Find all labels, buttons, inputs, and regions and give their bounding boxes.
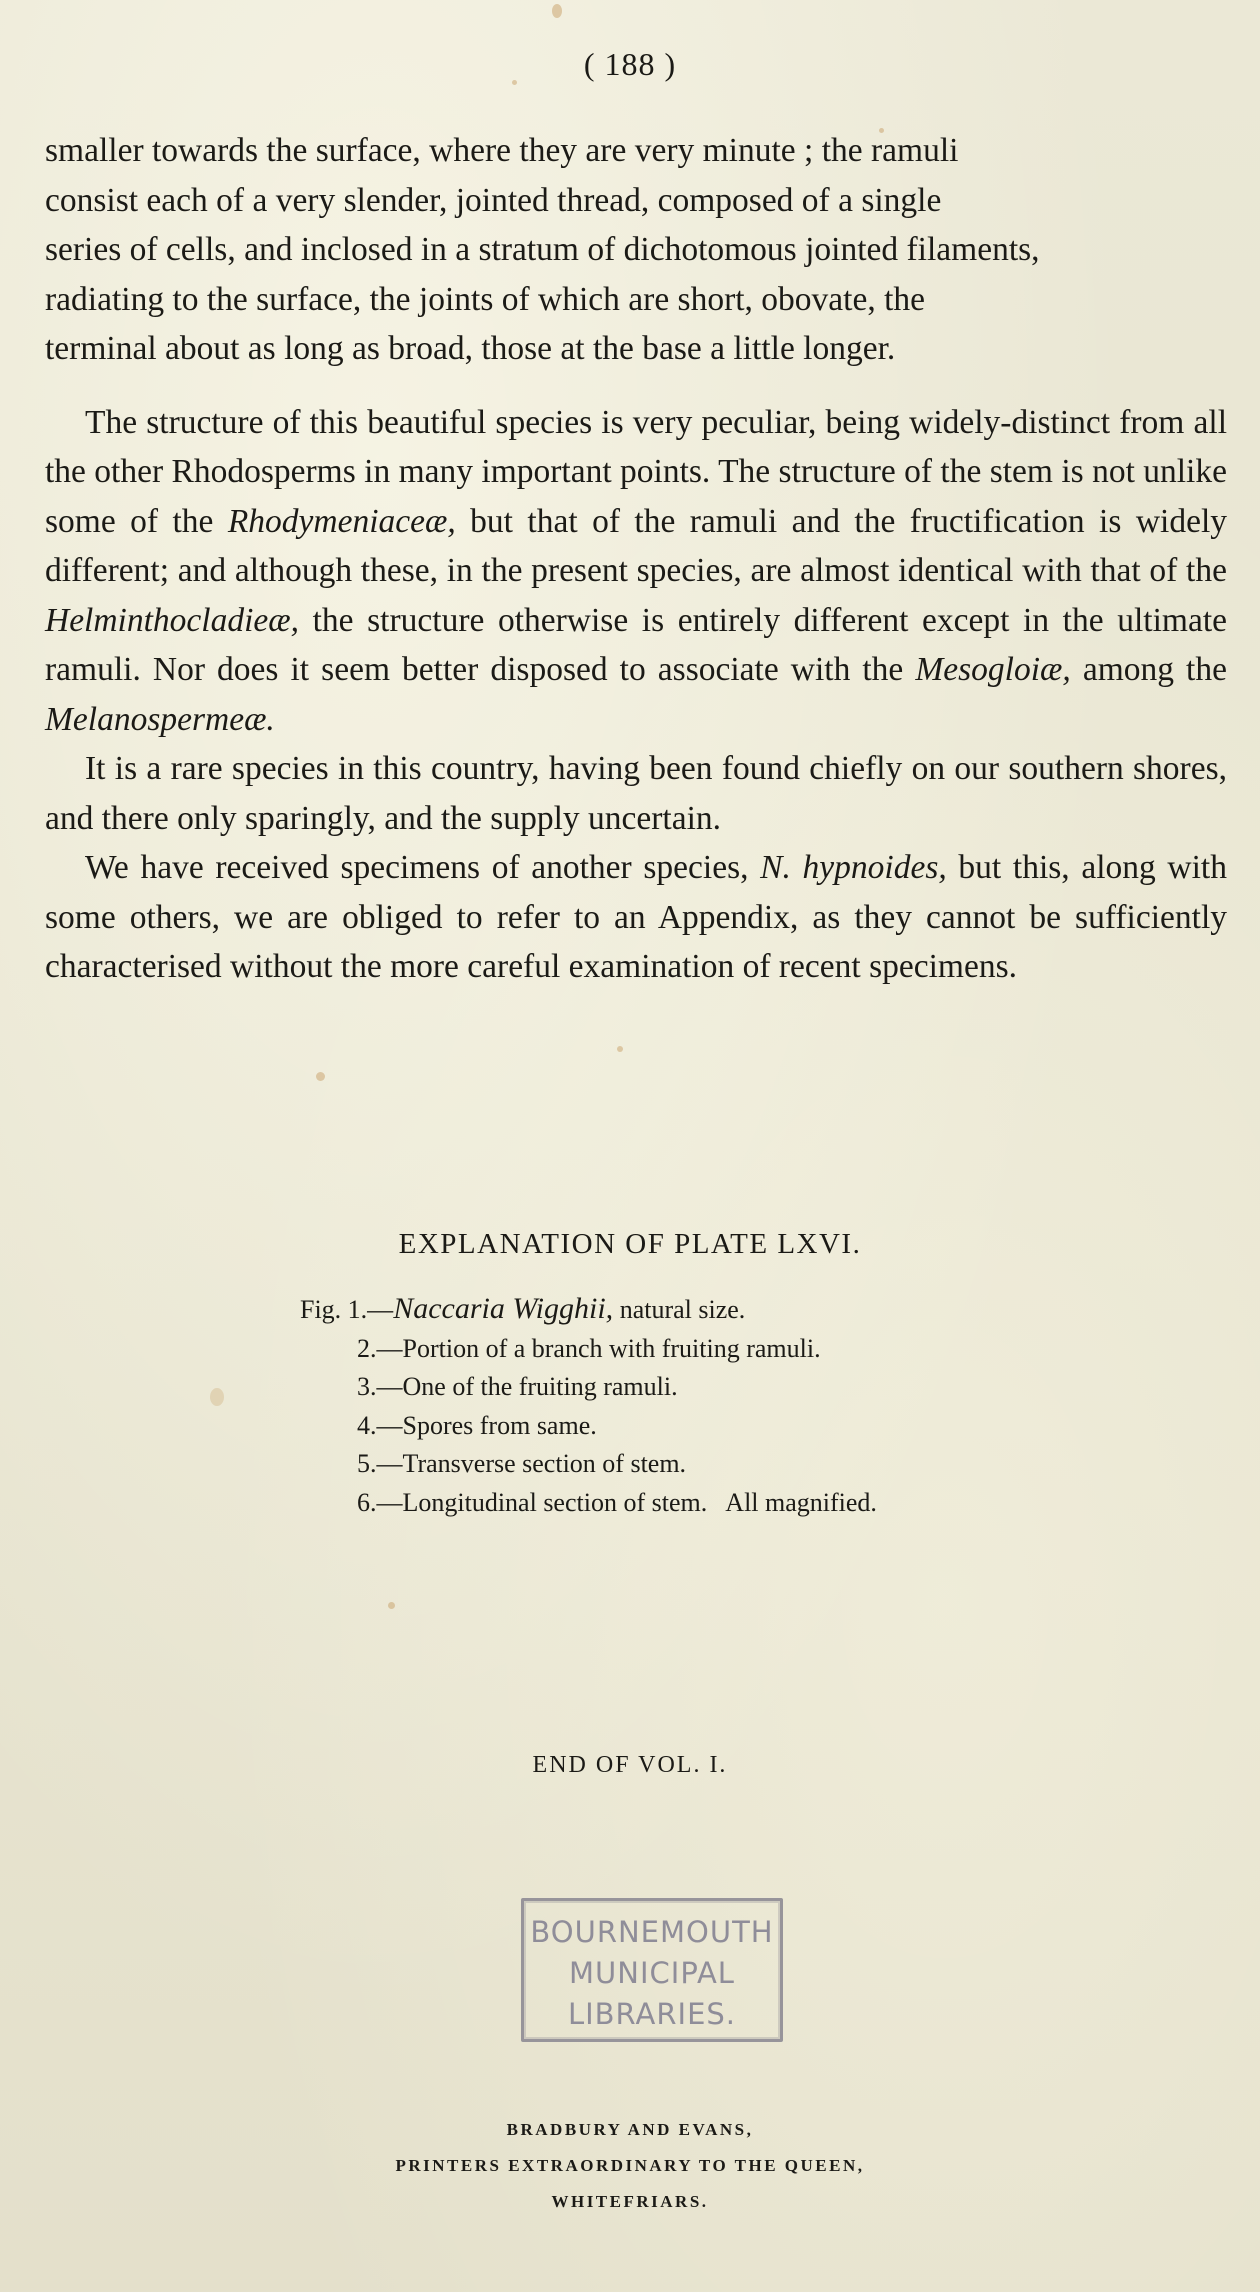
- stamp-line: LIBRARIES.: [567, 1997, 737, 2031]
- figure-item: [300, 1368, 1080, 1407]
- page-number: ( 188 ): [583, 46, 677, 82]
- foxing-spot: [316, 1072, 325, 1081]
- figure-caption: 5.—Transverse section of stem.: [357, 1449, 687, 1478]
- printer-imprint-line: PRINTERS EXTRAORDINARY TO THE QUEEN,: [395, 2156, 865, 2175]
- taxon-name: N. hypnoides,: [760, 849, 947, 886]
- paragraph-2: [45, 398, 1227, 745]
- species-name: Naccaria Wigghii,: [393, 1292, 614, 1325]
- figure-prefix: Fig. 1.—: [300, 1295, 394, 1324]
- foxing-spot: [388, 1602, 395, 1609]
- figure-item: [300, 1484, 1080, 1523]
- text-line: series of cells, and inclosed in a stratum of dichotomous jointed filaments,: [45, 231, 1040, 268]
- printer-imprint-line: WHITEFRIARS.: [551, 2192, 709, 2211]
- taxon-name: Helminthocladieæ,: [45, 601, 299, 639]
- stamp-line: BOURNEMOUTH: [530, 1915, 774, 1949]
- text-line: radiating to the surface, the joints of which are short, obovate, the: [45, 280, 926, 318]
- text-run: among the: [1070, 651, 1227, 688]
- figure-item: [300, 1445, 1080, 1484]
- figure-item: [300, 1290, 1080, 1330]
- figure-list: [300, 1290, 1080, 1522]
- text-run: but that of the ramuli and the fructification is widely different; and although these, in the present species, are almost identical with that of the: [45, 502, 1228, 589]
- taxon-name: Rhodymeniaceæ,: [227, 502, 456, 540]
- text-run: The structure of this beautiful species is very peculiar, being widely-distinct from all the other Rhodosperms in many important points. The structure of the stem is not unlike some of the: [45, 403, 1227, 540]
- paragraph-3: It is a rare species in this country, having been found chiefly on our southern shores, and there only sparingly, and the supply uncertain.: [45, 750, 1227, 837]
- text-run: We have received specimens of another species,: [85, 849, 761, 886]
- stamp-line: MUNICIPAL: [569, 1956, 735, 1990]
- text-run: but this, along with some others, we are obliged to refer to an Appendix, as they cannot be sufficiently characterised without the more careful examination of recent specimens.: [45, 849, 1227, 985]
- figure-caption: natural size.: [613, 1295, 746, 1324]
- text-line: terminal about as long as broad, those at the base a little longer.: [45, 330, 896, 367]
- foxing-spot: [210, 1388, 224, 1406]
- taxon-name: Mesogloiæ,: [915, 651, 1071, 688]
- figure-item: [300, 1407, 1080, 1446]
- end-of-volume: END OF VOL. I.: [532, 1752, 728, 1778]
- figure-caption: 2.—Portion of a branch with fruiting ramuli.: [357, 1333, 821, 1363]
- printer-imprint-line: BRADBURY AND EVANS,: [506, 2120, 754, 2139]
- text-line: smaller towards the surface, where they are very minute ; the ramuli: [45, 132, 959, 169]
- paragraph-4: [45, 843, 1227, 992]
- figure-caption: 4.—Spores from same.: [357, 1410, 597, 1440]
- text-line: consist each of a very slender, jointed thread, composed of a single: [45, 181, 942, 219]
- library-stamp: [521, 1898, 783, 2042]
- figure-item: [300, 1330, 1080, 1369]
- taxon-name: Melanospermeæ.: [45, 700, 275, 738]
- figure-caption: 3.—One of the fruiting ramuli.: [357, 1372, 678, 1401]
- text-run: the structure otherwise is entirely different except in the ultimate ramuli. Nor does it seem better disposed to associate with the: [45, 601, 1227, 688]
- figure-caption: 6.—Longitudinal section of stem. All magnified.: [357, 1487, 877, 1517]
- paragraph-1: [45, 126, 1227, 374]
- main-text: [45, 126, 1227, 992]
- foxing-spot: [617, 1046, 623, 1052]
- foxing-spot: [552, 4, 562, 18]
- plate-explanation-title: EXPLANATION OF PLATE LXVI.: [398, 1228, 862, 1260]
